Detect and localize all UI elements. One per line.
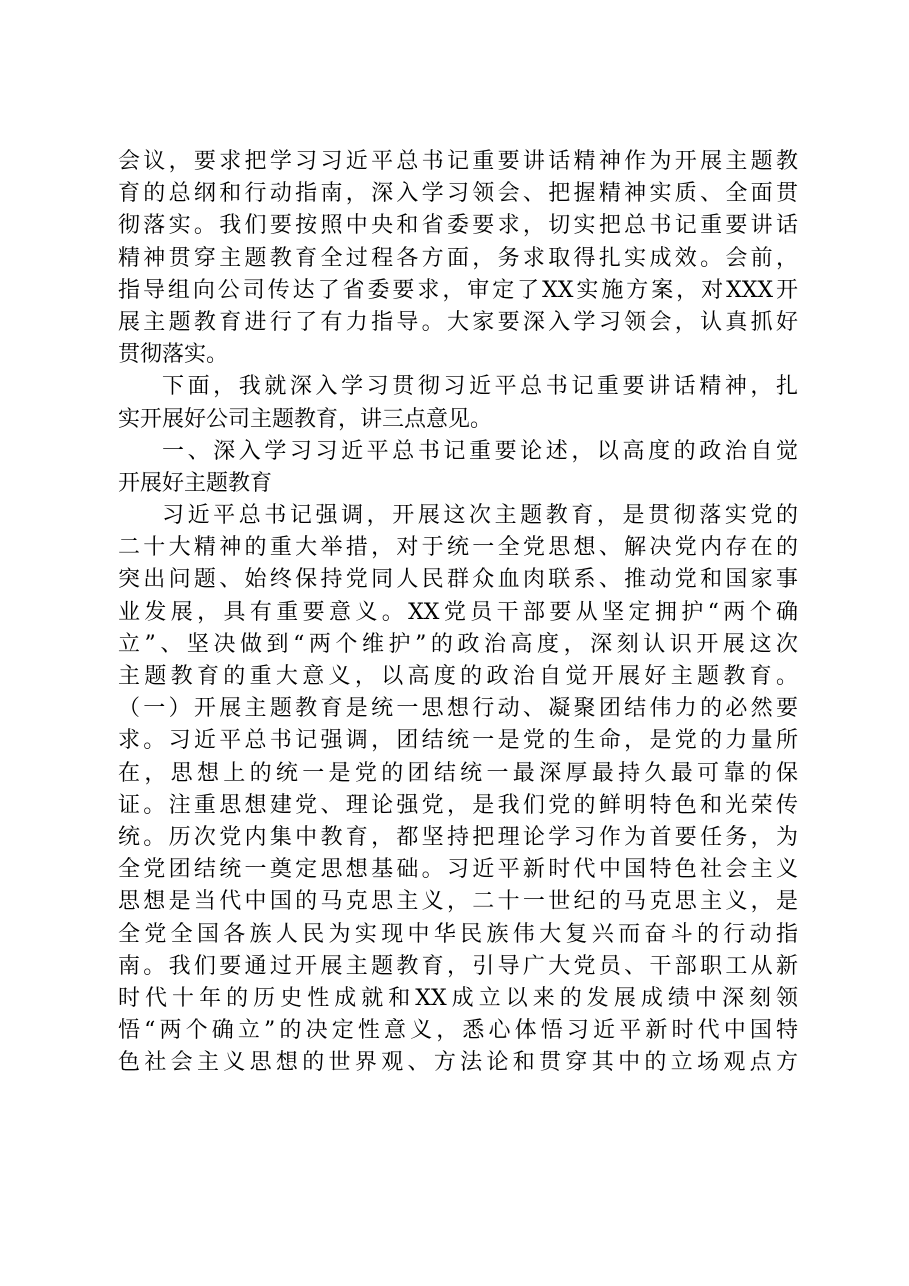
section-heading: 开展好主题教育 (118, 470, 273, 496)
text-line: 主题教育的重大意义，以高度的政治自觉开展好主题教育。 (118, 664, 798, 689)
text-line: 南。我们要通过开展主题教育，引导广大党员、干部职工从新 (118, 953, 798, 979)
text-line: 精神贯穿主题教育全过程各方面，务求取得扎实成效。会前， (118, 245, 798, 271)
subsection-heading-line: （一）开展主题教育是统一思想行动、凝聚团结伟力的必然要 (118, 696, 798, 722)
text-line: 在，思想上的统一是党的团结统一最深厚最持久最可靠的保 (118, 760, 798, 786)
text-line: 悟“两个确立”的决定性意义，悉心体悟习近平新时代中国特 (118, 1018, 798, 1044)
text-line: 实开展好公司主题教育，讲三点意见。 (118, 406, 493, 432)
text-line: 求。习近平总书记强调，团结统一是党的生命，是党的力量所 (118, 728, 798, 754)
text-line: 会议，要求把学习习近平总书记重要讲话精神作为开展主题教 (118, 149, 798, 174)
text-line: 证。注重思想建党、理论强党，是我们党的鲜明特色和光荣传 (118, 792, 798, 818)
document-body (118, 146, 798, 1079)
text-line: 色社会主义思想的世界观、方法论和贯穿其中的立场观点方 (118, 1050, 798, 1076)
text-line: 育的总纲和行动指南，深入学习领会、把握精神实质、全面贯 (118, 181, 798, 207)
text-line: 立”、坚决做到“两个维护”的政治高度，深刻认识开展这次 (118, 631, 798, 657)
text-line: 全党团结统一奠定思想基础。习近平新时代中国特色社会主义 (118, 857, 798, 883)
text-line: 思想是当代中国的马克思主义，二十一世纪的马克思主义，是 (118, 889, 798, 915)
text-line: 贯彻落实。 (118, 342, 229, 368)
paragraph-first-line: 习近平总书记强调，开展这次主题教育，是贯彻落实党的 (162, 503, 798, 529)
section-heading: 一、深入学习习近平总书记重要论述，以高度的政治自觉 (162, 438, 798, 464)
text-line: 突出问题、始终保持党同人民群众血肉联系、推动党和国家事 (118, 567, 798, 593)
text-line: 彻落实。我们要按照中央和省委要求，切实把总书记重要讲话 (118, 213, 798, 239)
text-line: 全党全国各族人民为实现中华民族伟大复兴而奋斗的行动指 (118, 921, 798, 947)
text-line: 业发展，具有重要意义。XX党员干部要从坚定拥护“两个确 (118, 599, 798, 625)
paragraph-first-line: 下面，我就深入学习贯彻习近平总书记重要讲话精神，扎 (162, 374, 798, 400)
text-line: 二十大精神的重大举措，对于统一全党思想、解决党内存在的 (118, 535, 798, 561)
text-line: 统。历次党内集中教育，都坚持把理论学习作为首要任务，为 (118, 824, 798, 850)
text-line: 时代十年的历史性成就和XX成立以来的发展成绩中深刻领 (118, 985, 798, 1011)
text-line: 展主题教育进行了有力指导。大家要深入学习领会，认真抓好 (118, 309, 798, 335)
text-line: 指导组向公司传达了省委要求，审定了XX实施方案，对XXX开 (118, 277, 798, 303)
